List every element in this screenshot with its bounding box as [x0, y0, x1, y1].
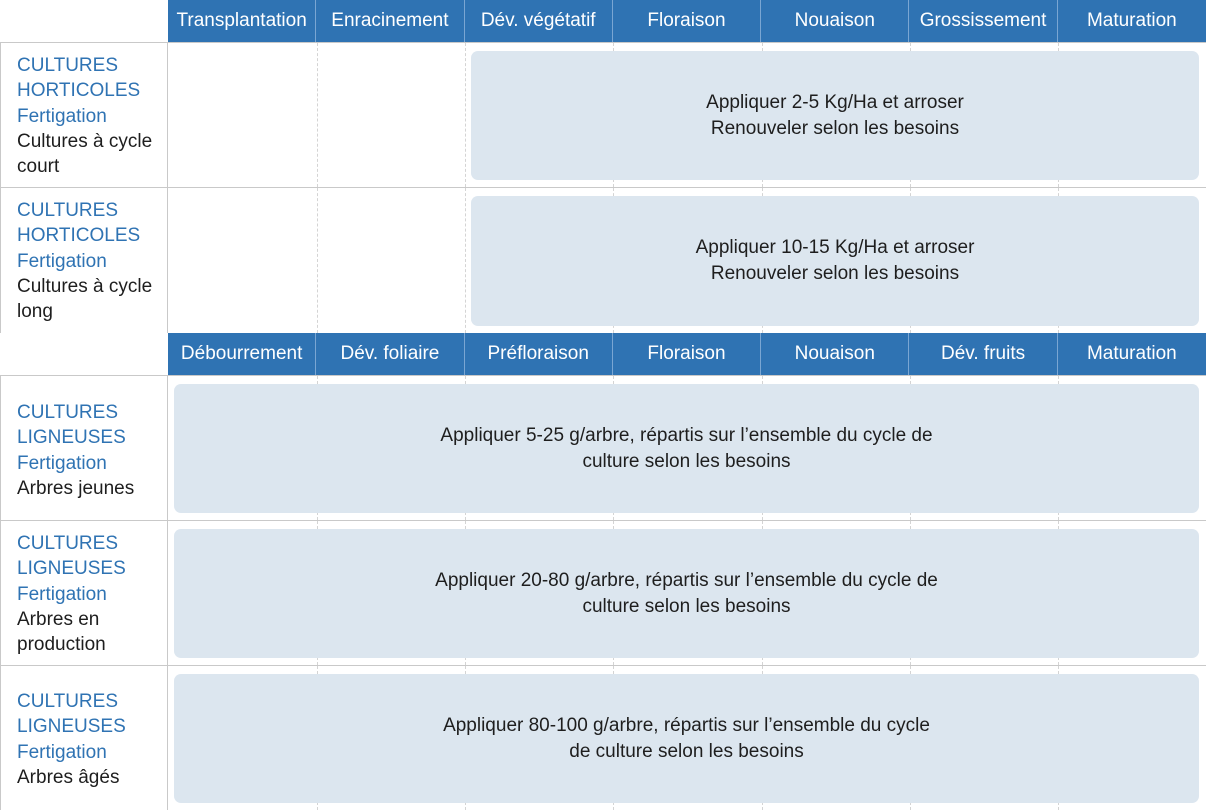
crop-category: CULTURES HORTICOLES [17, 200, 141, 247]
table-row [0, 187, 1206, 333]
crop-description: Arbres âgés [17, 766, 120, 788]
crop-category: CULTURES HORTICOLES [17, 55, 141, 102]
method-label: Fertigation [17, 250, 107, 272]
row-label [0, 666, 168, 810]
application-bar: Appliquer 20-80 g/arbre, répartis sur l’ensemble du cycle de culture selon les besoins [174, 529, 1199, 658]
crop-description: Cultures à cycle long [17, 275, 153, 323]
method-label: Fertigation [17, 741, 107, 763]
stage-prefloraison: Préfloraison [465, 333, 613, 375]
stage-nouaison: Nouaison [761, 0, 909, 42]
stage-nouaison: Nouaison [761, 333, 909, 375]
stage-enracinement: Enracinement [316, 0, 464, 42]
stage-maturation: Maturation [1086, 343, 1177, 364]
method-label: Fertigation [17, 583, 107, 605]
stage-floraison: Floraison [613, 333, 761, 375]
row-label [0, 43, 168, 187]
crop-description: Cultures à cycle court [17, 130, 153, 178]
stage-debourrement: Débourrement [168, 333, 316, 375]
stage-header-horticoles [168, 0, 1206, 42]
crop-category: CULTURES LIGNEUSES [17, 691, 126, 738]
method-label: Fertigation [17, 105, 107, 127]
stage-dev-fruits: Dév. fruits [909, 333, 1057, 375]
table-row [0, 665, 1206, 810]
row-label [0, 376, 168, 520]
crop-category: CULTURES LIGNEUSES [17, 402, 126, 449]
application-bar: Appliquer 10-15 Kg/Ha et arroser Renouveler selon les besoins [471, 196, 1199, 326]
table-row [0, 520, 1206, 665]
crop-category: CULTURES LIGNEUSES [17, 533, 126, 580]
stage-floraison: Floraison [613, 0, 761, 42]
application-bar: Appliquer 80-100 g/arbre, répartis sur l’ensemble du cycle de culture selon les besoins [174, 674, 1199, 803]
row-label [0, 188, 168, 333]
stage-grossissement: Grossissement [909, 0, 1057, 42]
row-label [0, 521, 168, 665]
stage-dev-vegetatif: Dév. végétatif [465, 0, 613, 42]
table-row [0, 42, 1206, 187]
stage-maturation: Maturation [1086, 10, 1177, 31]
application-bar: Appliquer 2-5 Kg/Ha et arroser Renouveler selon les besoins [471, 51, 1199, 180]
stage-transplantation: Transplantation [168, 0, 316, 42]
application-bar: Appliquer 5-25 g/arbre, répartis sur l’ensemble du cycle de culture selon les besoins [174, 384, 1199, 513]
stage-dev-foliaire: Dév. foliaire [316, 333, 464, 375]
method-label: Fertigation [17, 452, 107, 474]
stage-header-ligneuses [168, 333, 1206, 375]
crop-description: Arbres jeunes [17, 477, 135, 499]
crop-description: Arbres en production [17, 608, 106, 656]
table-row [0, 375, 1206, 520]
